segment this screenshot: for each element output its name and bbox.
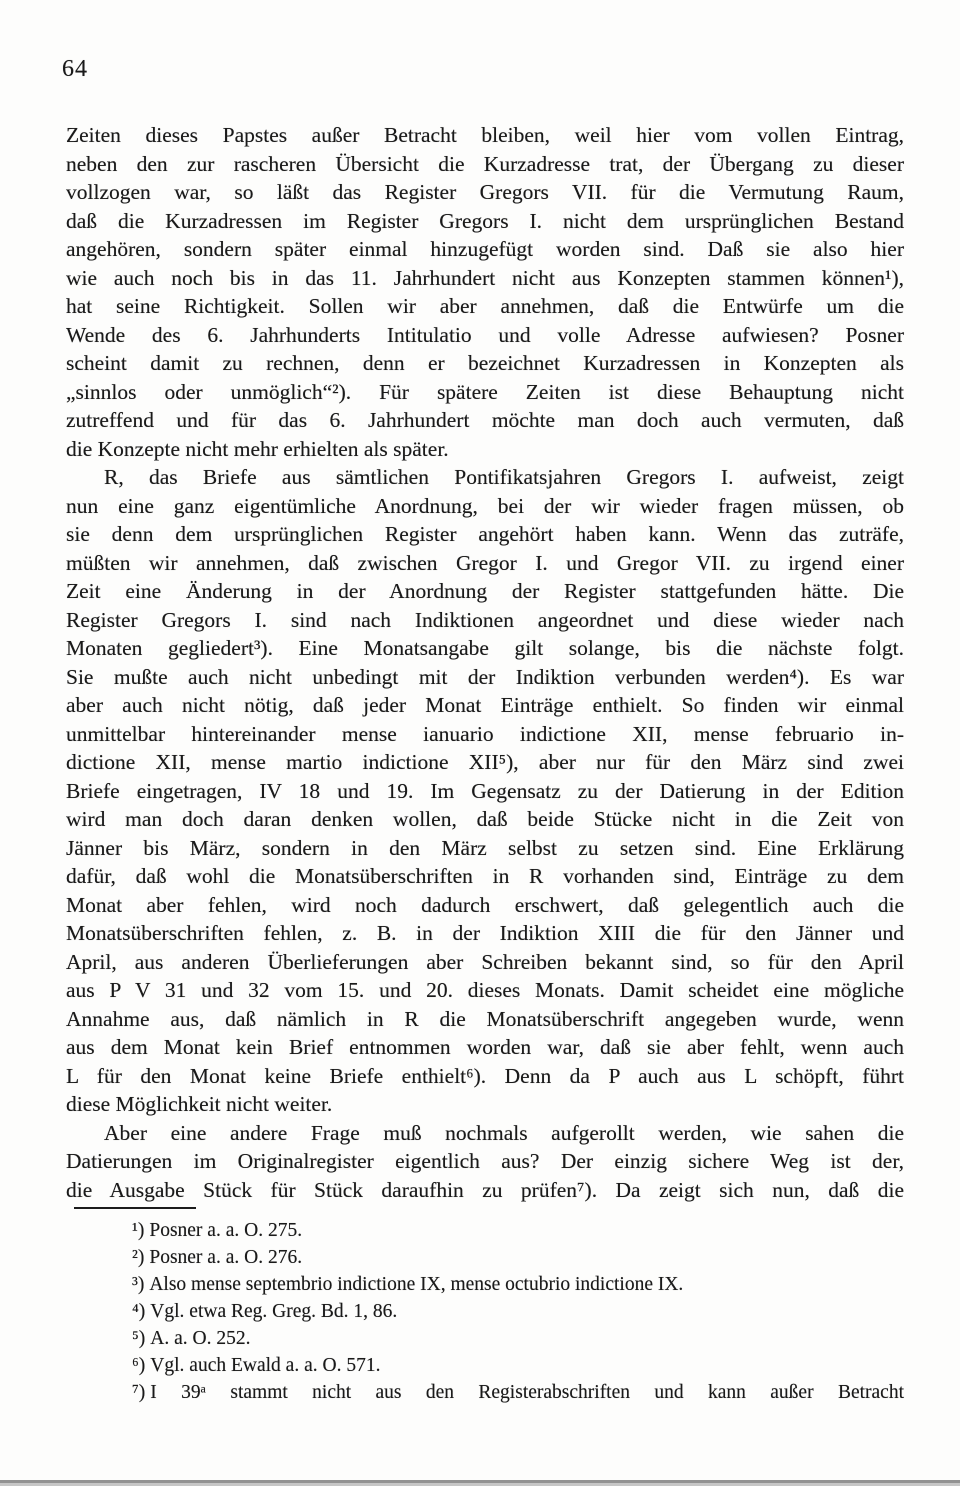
footnote bbox=[66, 1379, 904, 1406]
footnote-text: A. a. O. 252. bbox=[150, 1328, 251, 1349]
footnote bbox=[66, 1298, 904, 1325]
paragraph bbox=[66, 121, 904, 463]
text-line: Zeit eine Änderung in der Anordnung der Register stattgefunden hätte. Die bbox=[66, 579, 904, 603]
text-line: Wende des 6. Jahrhunderts Intitulatio und volle Adresse aufwiesen? Posner bbox=[66, 322, 904, 347]
text-line: aus dem Monat kein Brief entnommen worden war, daß sie aber fehlt, wenn auch bbox=[66, 1035, 904, 1059]
footnote-marker: ⁵) bbox=[132, 1328, 146, 1349]
text-line: „sinnlos oder unmöglich“²). Für spätere Zeiten ist diese Behauptung nicht bbox=[66, 379, 904, 404]
text-line: sie denn dem ursprünglichen Register angehört haben kann. Wenn das zuträfe, bbox=[66, 522, 904, 546]
footnote-text: Vgl. etwa Reg. Greg. Bd. 1, 86. bbox=[150, 1301, 398, 1322]
text-line: Briefe eingetragen, IV 18 und 19. Im Gegensatz zu der Datierung in der Edition bbox=[66, 778, 904, 803]
text-line: angehören, sondern später einmal hinzugefügt worden sind. Daß sie also hier bbox=[66, 237, 904, 261]
text-line: Jänner bis März, sondern in den März selbst zu setzen sind. Eine Erklärung bbox=[66, 835, 904, 860]
text-line: Monat aber fehlen, wird noch dadurch erschwert, daß gelegentlich auch die bbox=[66, 892, 904, 917]
footnote-marker: ⁴) bbox=[132, 1301, 146, 1322]
text-line: zutreffend und für das 6. Jahrhundert möchte man doch auch vermuten, daß bbox=[66, 408, 904, 432]
text-line: unmittelbar hintereinander mense ianuario indictione XII, mense februario in- bbox=[66, 721, 904, 746]
text-line: dafür, daß wohl die Monatsüberschriften in R vorhanden sind, Einträge zu dem bbox=[66, 864, 904, 888]
footnote-marker: ¹) bbox=[132, 1220, 145, 1241]
page-number: 64 bbox=[62, 56, 88, 82]
footnote-text: Vgl. auch Ewald a. a. O. 571. bbox=[150, 1355, 381, 1376]
footnote-separator bbox=[74, 1207, 196, 1209]
footnote bbox=[66, 1325, 904, 1352]
text-line: die Ausgabe Stück für Stück daraufhin zu prüfen⁷). Da zeigt sich nun, daß die bbox=[66, 1177, 904, 1202]
footnote bbox=[66, 1271, 904, 1298]
text-line: vollzogen war, so läßt das Register Gregors VII. für die Vermutung Raum, bbox=[66, 180, 904, 204]
text-line: Annahme aus, daß nämlich in R die Monatsüberschrift angegeben wurde, wenn bbox=[66, 1006, 904, 1031]
text-line: die Konzepte nicht mehr erhielten als später. bbox=[66, 436, 449, 461]
text-line: wie auch noch bis in das 11. Jahrhundert nicht aus Konzepten stammen können¹), bbox=[66, 265, 904, 290]
text-line: Register Gregors I. sind nach Indiktionen angeordnet und diese wieder nach bbox=[66, 607, 904, 632]
text-line: scheint damit zu rechnen, denn er bezeichnet Kurzadressen in Konzepten als bbox=[66, 351, 904, 375]
text-line: Aber eine andere Frage muß nochmals aufgerollt werden, wie sahen die bbox=[104, 1120, 904, 1145]
text-line: nun eine ganz eigentümliche Anordnung, bei der wir wieder fragen müssen, ob bbox=[66, 493, 904, 518]
text-line: Zeiten dieses Papstes außer Betracht bleiben, weil hier vom vollen Eintrag, bbox=[66, 123, 904, 147]
footnote-text: Also mense septembrio indictione IX, mense octubrio indictione IX. bbox=[149, 1274, 684, 1295]
text-line: neben den zur rascheren Übersicht die Kurzadresse trat, der Übergang zu dieser bbox=[66, 151, 904, 176]
scan-edge-bottom bbox=[0, 1480, 960, 1486]
paragraph bbox=[66, 463, 904, 1119]
footnotes-list bbox=[66, 1217, 904, 1406]
text-line: dictione XII, mense martio indictione XII⁵), aber nur für den März sind zwei bbox=[66, 750, 904, 774]
footnote-text: Posner a. a. O. 275. bbox=[149, 1220, 303, 1241]
footnote bbox=[66, 1352, 904, 1379]
text-line: diese Möglichkeit nicht weiter. bbox=[66, 1092, 333, 1116]
paragraph bbox=[66, 1119, 904, 1205]
footnote-marker: ⁶) bbox=[132, 1355, 146, 1376]
text-line: daß die Kurzadressen im Register Gregors I. nicht dem ursprünglichen Bestand bbox=[66, 208, 904, 233]
footnote-marker: ⁷) bbox=[132, 1382, 146, 1403]
text-line: Monaten gegliedert³). Eine Monatsangabe gilt solange, bis die nächste folgt. bbox=[66, 636, 904, 660]
footnote-text: Posner a. a. O. 276. bbox=[149, 1247, 303, 1268]
text-line: wird man doch daran denken wollen, daß beide Stücke nicht in die Zeit von bbox=[66, 807, 904, 831]
text-line: müßten wir annehmen, daß zwischen Gregor I. und Gregor VII. zu irgend einer bbox=[66, 550, 904, 575]
text-line: Monatsüberschriften fehlen, z. B. in der Indiktion XIII die für den Jänner und bbox=[66, 921, 904, 945]
footnote bbox=[66, 1244, 904, 1271]
text-line: April, aus anderen Überlieferungen aber Schreiben bekannt sind, so für den April bbox=[66, 949, 904, 974]
body-text bbox=[66, 121, 904, 1204]
text-line: Datierungen im Originalregister eigentlich aus? Der einzig sichere Weg ist der, bbox=[66, 1149, 904, 1173]
footnote-marker: ²) bbox=[132, 1247, 145, 1268]
footnote-text: I 39ᵃ stammt nicht aus den Registerabschriften und kann außer Betracht bbox=[150, 1382, 904, 1403]
text-line: aus P V 31 und 32 vom 15. und 20. dieses Monats. Damit scheidet eine mögliche bbox=[66, 978, 904, 1002]
text-line: hat seine Richtigkeit. Sollen wir aber annehmen, daß die Entwürfe um die bbox=[66, 294, 904, 318]
text-line: L für den Monat keine Briefe enthielt⁶). Denn da P auch aus L schöpft, führt bbox=[66, 1063, 904, 1088]
text-line: aber auch nicht nötig, daß jeder Monat Einträge enthielt. So finden wir einmal bbox=[66, 693, 904, 717]
footnote-marker: ³) bbox=[132, 1274, 145, 1295]
text-line: R, das Briefe aus sämtlichen Pontifikatsjahren Gregors I. aufweist, zeigt bbox=[104, 465, 904, 489]
text-line: Sie mußte auch nicht unbedingt mit der Indiktion verbunden werden⁴). Es war bbox=[66, 664, 904, 689]
footnote bbox=[66, 1217, 904, 1244]
